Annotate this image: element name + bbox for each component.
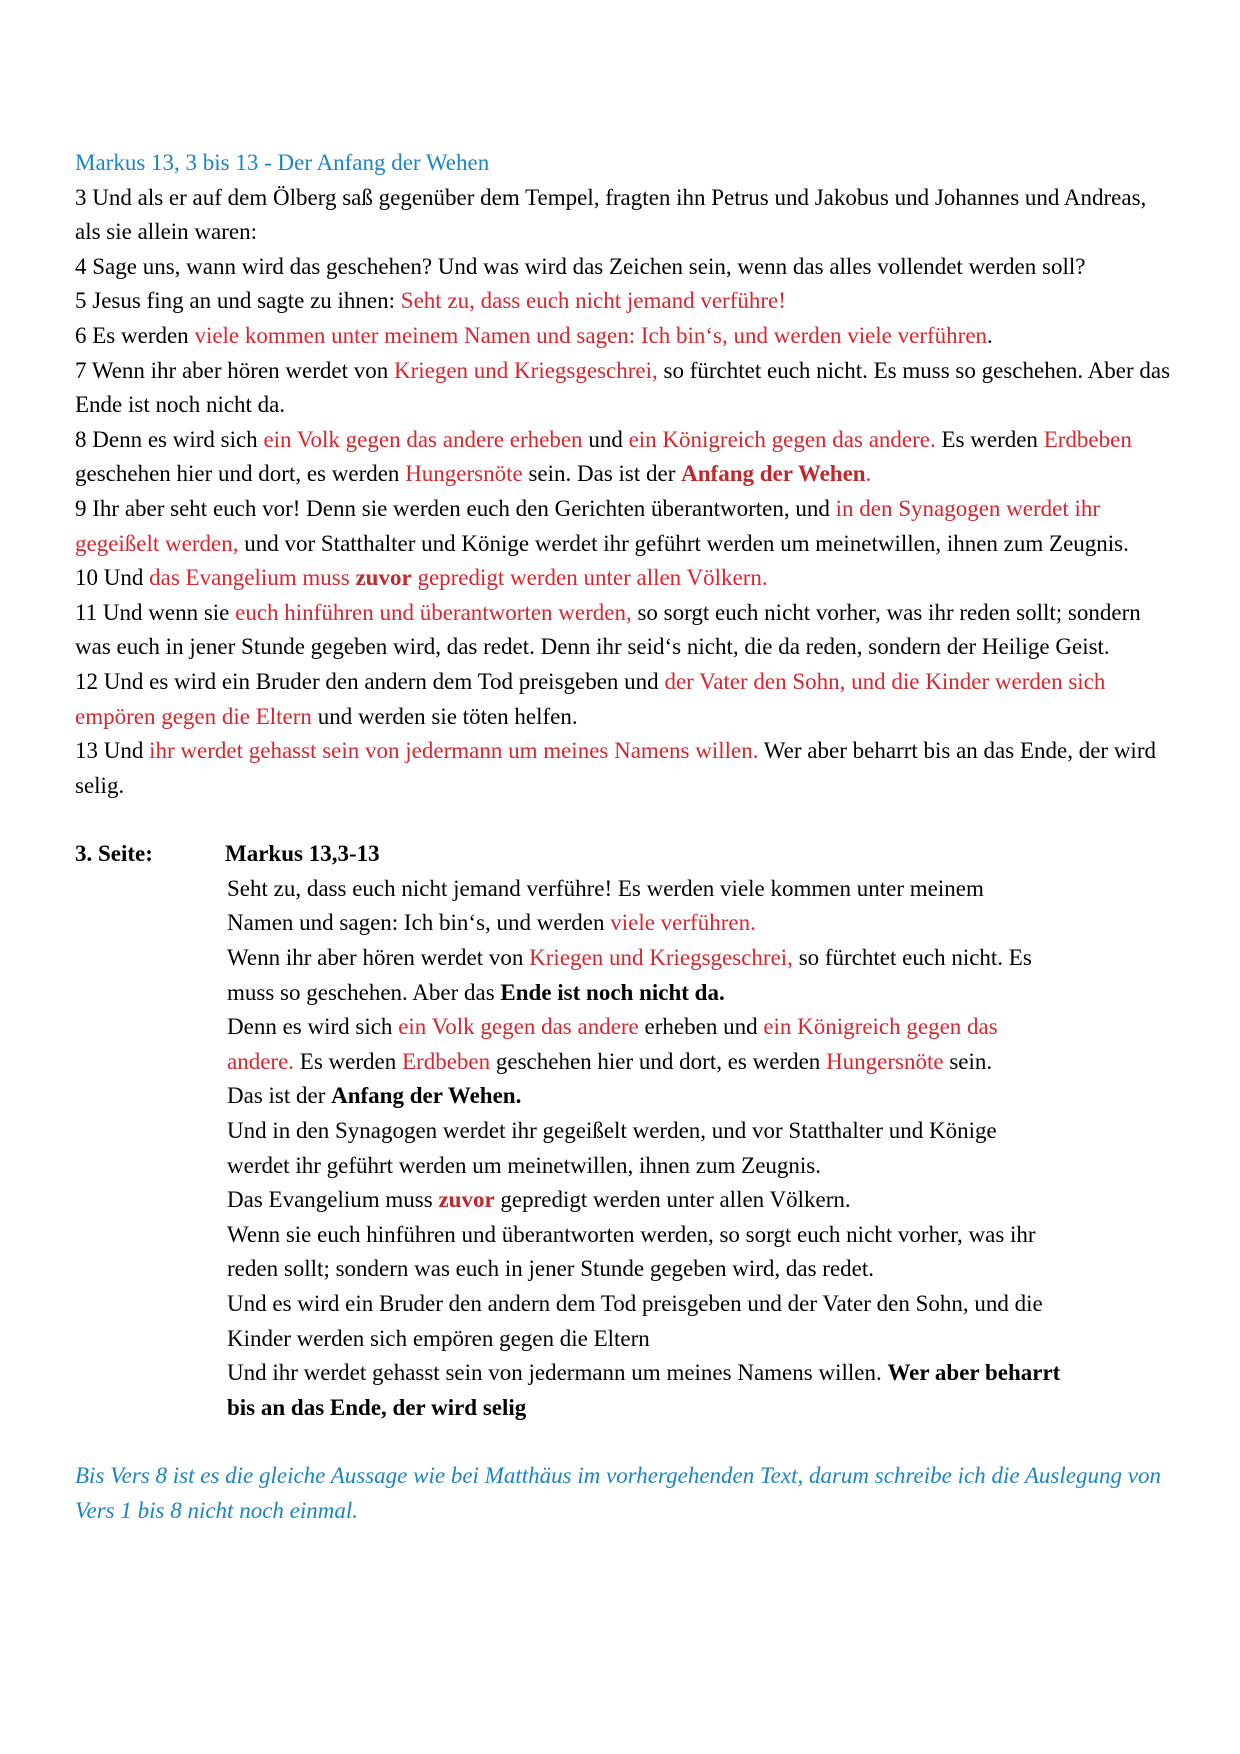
verse-9-highlight: in den Synagogen werdet ihr gegeißelt werden, xyxy=(75,495,1101,556)
verse-8-highlight-erdbeben: Erdbeben xyxy=(1043,426,1132,452)
section-line-3-highlight: Kriegen und Kriegsgeschrei, xyxy=(529,945,793,971)
verse-8-end: . xyxy=(865,461,872,487)
verse-7-highlight: Kriegen und Kriegsgeschrei, xyxy=(393,357,658,383)
verse-8-text: 8 Denn es wird sich xyxy=(75,426,264,452)
section-line-15-bold: Wer aber beharrt xyxy=(887,1360,1061,1386)
verse-11-rest: so sorgt euch nicht vorher, was ihr reden sollt; sondern was euch in jener Stunde gegeben wird, das redet. Denn ihr seid‘s nicht, die da reden, sondern der Heilige Geist. xyxy=(75,599,1141,660)
section-label: 3. Seite: xyxy=(75,841,153,867)
verse-5-text: 5 Jesus fing an und sagte zu ihnen: xyxy=(75,288,401,314)
section-line-12: reden sollt; sondern was euch in jener Stunde gegeben wird, das redet. xyxy=(227,1256,874,1282)
section-line-1 xyxy=(225,872,1175,907)
verse-9 xyxy=(75,492,1175,561)
section-line-4-text: muss so geschehen. Aber das xyxy=(227,979,501,1005)
section-line-6-highlight-andere: andere. xyxy=(227,1048,295,1074)
section-line-3 xyxy=(225,941,1175,976)
verse-8-text-2: Es werden xyxy=(935,426,1044,452)
verse-8-text-3: geschehen hier und dort, es werden xyxy=(75,461,406,487)
verse-8-highlight-volk: ein Volk gegen das andere erheben xyxy=(263,426,583,452)
verse-9-text: 9 Ihr aber seht euch vor! Denn sie werden euch den Gerichten überantworten, und xyxy=(75,495,836,521)
verse-3 xyxy=(75,181,1175,250)
section-line-9: werdet ihr geführt werden um meinetwillen, ihnen zum Zeugnis. xyxy=(227,1152,821,1178)
section-line-5-text: Denn es wird sich xyxy=(227,1014,399,1040)
section-line-2 xyxy=(225,906,1175,941)
verse-8-highlight-wehen: Anfang der Wehen xyxy=(681,461,866,487)
section-line-5-mid: erheben und xyxy=(638,1014,764,1040)
section-line-6-end: sein. xyxy=(943,1048,993,1074)
section-line-15 xyxy=(225,1356,1175,1391)
verse-5 xyxy=(75,284,1175,319)
verse-5-highlight: Seht zu, dass euch nicht jemand verführe! xyxy=(400,288,786,314)
verse-8-text-4: sein. Das ist der xyxy=(522,461,682,487)
verse-12-rest: und werden sie töten helfen. xyxy=(311,703,578,729)
verse-10-zuvor: zuvor xyxy=(355,565,412,591)
verse-12-highlight: der Vater den Sohn, und die Kinder werden sich empören gegen die Eltern xyxy=(75,668,1106,729)
section-line-7-bold: Anfang der Wehen. xyxy=(331,1083,522,1109)
verse-7-rest: so fürchtet euch nicht. Es muss so geschehen. Aber das Ende ist noch nicht da. xyxy=(75,357,1171,418)
section-line-10-text: Das Evangelium muss xyxy=(227,1187,439,1213)
verse-11-text: 11 Und wenn sie xyxy=(75,599,236,625)
verse-10-highlight-2: gepredigt werden unter allen Völkern. xyxy=(411,565,768,591)
section-line-6 xyxy=(225,1045,1175,1080)
section-line-14: Kinder werden sich empören gegen die Eltern xyxy=(227,1325,650,1351)
verse-8-highlight-hungersnoete: Hungersnöte xyxy=(405,461,523,487)
section-line-2-highlight: viele verführen. xyxy=(610,910,756,936)
verse-7 xyxy=(75,354,1175,423)
verse-8 xyxy=(75,423,1175,492)
section-line-6-highlight-erdbeben: Erdbeben xyxy=(401,1048,491,1074)
passage-heading: Markus 13, 3 bis 13 - Der Anfang der Wehen xyxy=(75,150,490,175)
section-line-2-text: Namen und sagen: Ich bin‘s, und werden xyxy=(227,910,611,936)
verse-13-text: 13 Und xyxy=(75,738,150,764)
verse-8-and: und xyxy=(582,426,629,452)
section-line-1-text: Seht zu, dass euch nicht jemand verführe! Es werden viele kommen unter meinem xyxy=(227,875,984,901)
verse-9-rest: und vor Statthalter und Könige werdet ihr geführt werden um meinetwillen, ihnen zum Zeugnis. xyxy=(238,530,1129,556)
section-line-5-highlight-koenigreich: ein Königreich gegen das xyxy=(763,1014,998,1040)
verse-10 xyxy=(75,561,1175,596)
section-line-4-bold: Ende ist noch nicht da. xyxy=(500,979,725,1005)
verse-6-text: 6 Es werden xyxy=(75,322,195,348)
verse-7-text: 7 Wenn ihr aber hören werdet von xyxy=(75,357,394,383)
verse-6 xyxy=(75,319,1175,354)
section-line-6-text: Es werden xyxy=(294,1048,402,1074)
section-line-15-text: Und ihr werdet gehasst sein von jedermann um meines Namens willen. xyxy=(227,1360,888,1386)
section-line-10 xyxy=(225,1183,1175,1218)
section-line-6-highlight-hungersnoete: Hungersnöte xyxy=(826,1048,944,1074)
verse-6-end: . xyxy=(987,322,993,348)
verse-12-text: 12 Und es wird ein Bruder den andern dem Tod preisgeben und xyxy=(75,668,665,694)
commentary-note: Bis Vers 8 ist es die gleiche Aussage wie bei Matthäus im vorhergehenden Text, darum schreibe ich die Auslegung von Vers 1 bis 8 nicht noch einmal. xyxy=(75,1463,1161,1523)
section-line-3-text: Wenn ihr aber hören werdet von xyxy=(227,945,530,971)
verse-3-text: 3 Und als er auf dem Ölberg saß gegenüber dem Tempel, fragten ihn Petrus und Jakobus und Johannes und Andreas, als sie allein waren: xyxy=(75,184,1147,245)
section-line-3-rest: so fürchtet euch nicht. Es xyxy=(792,945,1032,971)
verse-11 xyxy=(75,596,1175,665)
verse-8-highlight-koenigreich: ein Königreich gegen das andere. xyxy=(628,426,936,452)
verse-10-text: 10 Und xyxy=(75,565,150,591)
section-line-8: Und in den Synagogen werdet ihr gegeißelt werden, und vor Statthalter und Könige xyxy=(227,1118,997,1144)
verse-13-highlight: ihr werdet gehasst sein von jedermann um meines Namens willen. xyxy=(149,738,759,764)
verse-10-highlight: das Evangelium muss xyxy=(149,565,356,591)
verse-12 xyxy=(75,665,1175,734)
verse-4 xyxy=(75,250,1175,285)
document-page xyxy=(75,146,1175,1529)
verse-13 xyxy=(75,734,1175,803)
section-body xyxy=(225,837,1175,1425)
verse-13-rest: Wer aber beharrt bis an das Ende, der wird selig. xyxy=(75,738,1156,798)
section-line-10-zuvor: zuvor xyxy=(438,1187,495,1213)
section-line-16: bis an das Ende, der wird selig xyxy=(227,1394,527,1420)
verse-4-text: 4 Sage uns, wann wird das geschehen? Und was wird das Zeichen sein, wenn das alles vollendet werden soll? xyxy=(75,253,1086,279)
verse-11-highlight: euch hinführen und überantworten werden, xyxy=(235,599,632,625)
page-section xyxy=(75,837,1175,1425)
section-line-11: Wenn sie euch hinführen und überantworten werden, so sorgt euch nicht vorher, was ihr xyxy=(227,1221,1036,1247)
section-line-4 xyxy=(225,976,1175,1011)
section-line-7-text: Das ist der xyxy=(227,1083,332,1109)
section-line-6-text-2: geschehen hier und dort, es werden xyxy=(490,1048,827,1074)
section-line-13: Und es wird ein Bruder den andern dem Tod preisgeben und der Vater den Sohn, und die xyxy=(227,1291,1043,1316)
section-line-5-highlight-volk: ein Volk gegen das andere xyxy=(398,1014,639,1040)
verse-6-highlight: viele kommen unter meinem Namen und sagen: Ich bin‘s, und werden viele verführen xyxy=(194,322,988,348)
section-line-5 xyxy=(225,1010,1175,1045)
section-title: Markus 13,3-13 xyxy=(225,841,380,867)
section-line-7 xyxy=(225,1079,1175,1114)
section-line-10-rest: gepredigt werden unter allen Völkern. xyxy=(494,1187,851,1213)
